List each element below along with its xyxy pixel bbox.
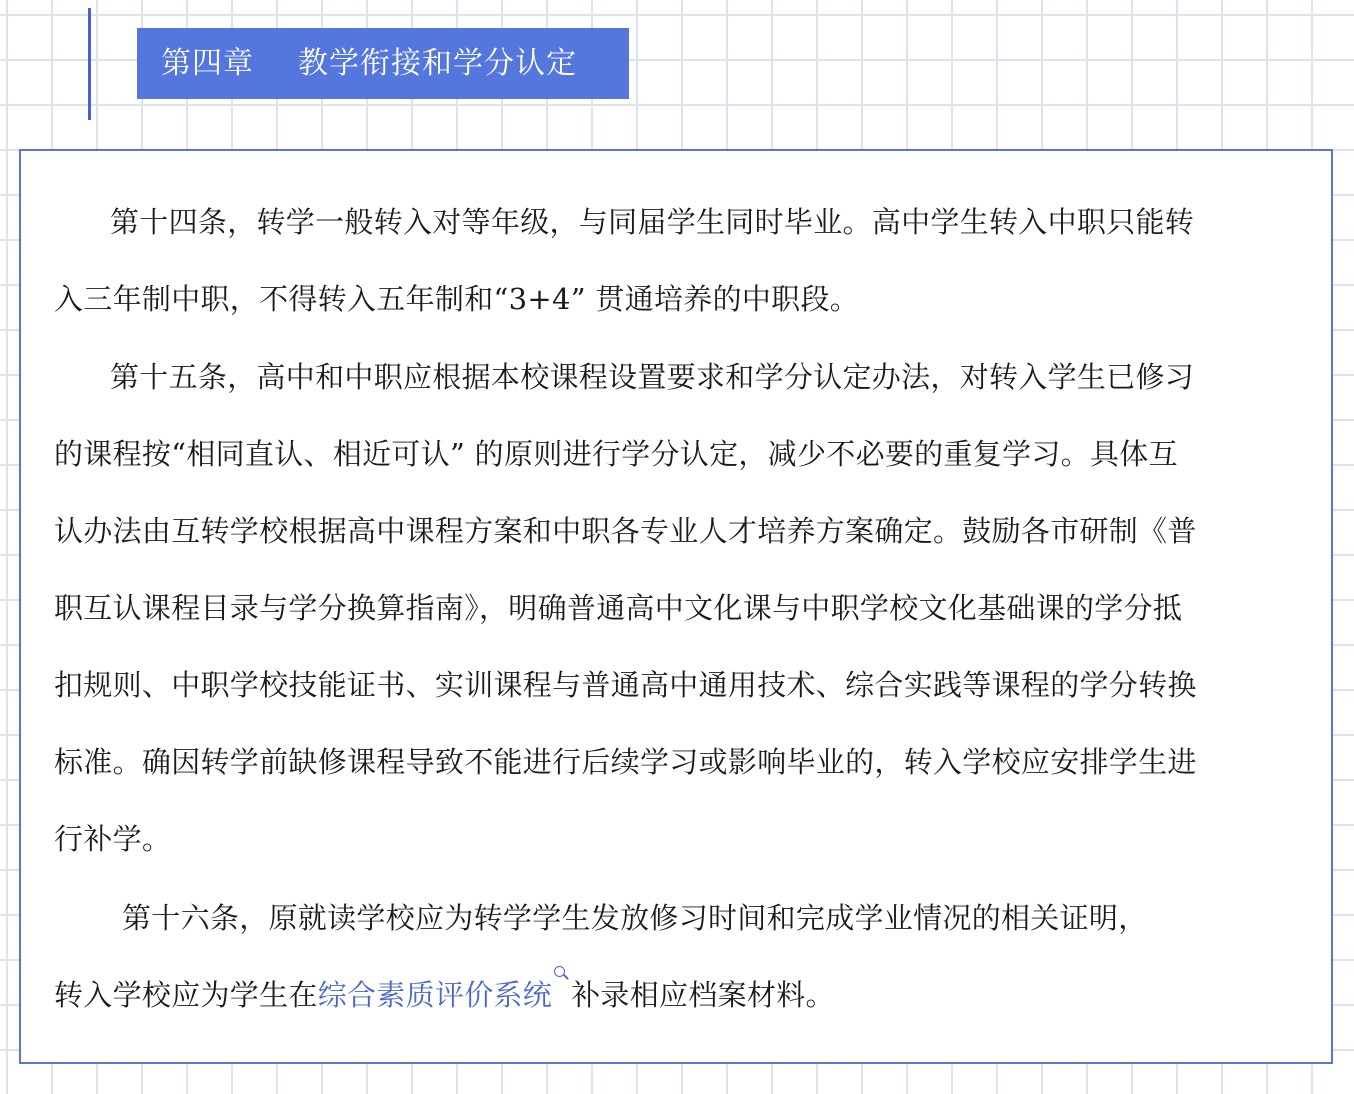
side-accent-rule <box>88 8 91 120</box>
article-15-line-2: 的课程按“相同直认、相近可认” 的原则进行学分认定，减少不必要的重复学习。具体互 <box>54 437 1178 471</box>
chapter-title: 教学衔接和学分认定 <box>298 46 577 81</box>
article-14 <box>54 184 1304 338</box>
article-16 <box>54 880 1304 1034</box>
article-15 <box>54 339 1304 878</box>
article-16-line-2-after: 补录相应档案材料。 <box>571 978 835 1012</box>
article-16-line-2-before: 转入学校应为学生在 <box>54 978 318 1012</box>
chapter-number: 第四章 <box>161 46 254 81</box>
article-content-box <box>19 149 1333 1064</box>
article-14-line-1: 第十四条，转学一般转入对等年级，与同届学生同时毕业。高中学生转入中职只能转 <box>110 205 1195 239</box>
evaluation-system-link[interactable]: 综合素质评价系统 <box>317 978 553 1012</box>
article-15-line-6: 标准。确因转学前缺修课程导致不能进行后续学习或影响毕业的，转入学校应安排学生进 <box>54 745 1197 779</box>
article-14-line-2: 入三年制中职，不得转入五年制和“3+4” 贯通培养的中职段。 <box>54 282 860 316</box>
article-15-line-3: 认办法由互转学校根据高中课程方案和中职各专业人才培养方案确定。鼓励各市研制《普 <box>54 514 1197 548</box>
article-16-line-2 <box>54 957 1304 1034</box>
chapter-header <box>137 28 629 99</box>
article-15-line-5: 扣规则、中职学校技能证书、实训课程与普通高中通用技术、综合实践等课程的学分转换 <box>54 668 1197 702</box>
article-15-line-1: 第十五条，高中和中职应根据本校课程设置要求和学分认定办法，对转入学生已修习 <box>110 360 1195 394</box>
article-15-line-7: 行补学。 <box>54 822 172 856</box>
search-icon[interactable] <box>554 966 565 977</box>
article-15-line-4: 职互认课程目录与学分换算指南》，明确普通高中文化课与中职学校文化基础课的学分抵 <box>54 591 1183 625</box>
article-16-line-1: 第十六条，原就读学校应为转学学生发放修习时间和完成学业情况的相关证明， <box>122 901 1148 935</box>
